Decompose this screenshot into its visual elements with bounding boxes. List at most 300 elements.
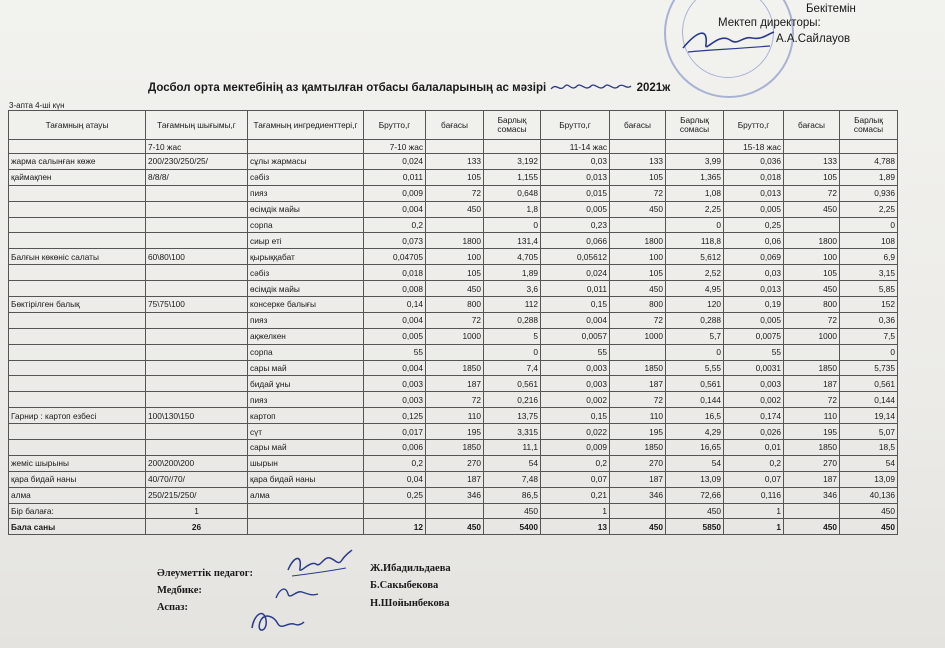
table-cell: 450 [610,281,666,297]
table-cell: 200\200\200 [146,455,248,471]
table-cell: 270 [784,455,840,471]
table-cell: 0,024 [364,154,426,170]
table-row [9,392,898,408]
table-cell: 1850 [426,360,484,376]
table-cell: 0,013 [541,169,610,185]
table-cell: 450 [484,503,541,519]
table-row [9,360,898,376]
table-cell: 0 [666,344,724,360]
table-cell: 54 [666,455,724,471]
table-cell: шырын [248,455,364,471]
table-cell: Брутто,г [541,111,610,140]
table-cell: ақжелкен [248,328,364,344]
table-cell: Тағамның атауы [9,111,146,140]
table-cell: 0,03 [724,265,784,281]
table-row [9,408,898,424]
table-cell: 0,004 [541,312,610,328]
table-row [9,297,898,313]
table-cell: 54 [840,455,898,471]
table-cell: 120 [666,297,724,313]
table-cell: 270 [610,455,666,471]
table-cell: 0,004 [364,360,426,376]
table-cell: сары май [248,440,364,456]
table-cell: 0,144 [840,392,898,408]
table-cell: 2,25 [666,201,724,217]
table-cell [146,233,248,249]
table-cell: сиыр еті [248,233,364,249]
table-row [9,281,898,297]
table-cell: 1,8 [484,201,541,217]
table-cell: 0,04 [364,471,426,487]
table-cell: 1850 [784,440,840,456]
table-cell: 1000 [610,328,666,344]
table-cell: 13 [541,519,610,535]
table-cell: 195 [426,424,484,440]
table-cell: 450 [784,201,840,217]
table-cell: 187 [426,471,484,487]
table-cell: 0,25 [724,217,784,233]
table-cell: қара бидай наны [9,471,146,487]
table-cell: сүт [248,424,364,440]
table-cell: 13,09 [666,471,724,487]
approval-block [718,2,856,46]
table-cell: 0,25 [364,487,426,503]
table-cell: 72 [426,185,484,201]
table-cell: 0,026 [724,424,784,440]
table-cell [610,344,666,360]
table-cell: консерке балығы [248,297,364,313]
table-cell [484,140,541,154]
table-row [9,503,898,519]
table-cell: 0,116 [724,487,784,503]
table-cell: 0,003 [541,360,610,376]
table-cell: 1850 [784,360,840,376]
table-cell [146,281,248,297]
table-cell: сәбіз [248,265,364,281]
table-cell: 4,29 [666,424,724,440]
table-cell: 0,006 [364,440,426,456]
table-cell [9,233,146,249]
table-cell: 3,6 [484,281,541,297]
table-cell: 1 [541,503,610,519]
table-cell: Бала саны [9,519,146,535]
table-cell [9,201,146,217]
table-cell: 0,002 [541,392,610,408]
table-cell: Балғын көкөніс салаты [9,249,146,265]
table-cell: 800 [426,297,484,313]
table-cell: 270 [426,455,484,471]
table-cell: 0,069 [724,249,784,265]
table-cell [666,140,724,154]
table-cell: 105 [426,169,484,185]
table-cell: сорпа [248,217,364,233]
table-cell [146,360,248,376]
table-cell: 100 [610,249,666,265]
table-cell [146,392,248,408]
table-cell: 11-14 жас [541,140,610,154]
director-title: Мектеп директоры: [718,17,821,29]
table-row [9,185,898,201]
table-cell [784,217,840,233]
table-cell [784,503,840,519]
cook-role: Аспаз: [157,602,188,613]
table-cell: 1850 [610,360,666,376]
table-cell: 1 [146,503,248,519]
nurse-signature [270,582,320,606]
table-cell: 0,936 [840,185,898,201]
table-cell: 0,561 [666,376,724,392]
table-cell: 5 [484,328,541,344]
table-cell: 450 [840,519,898,535]
table-cell [426,344,484,360]
table-cell: 187 [784,376,840,392]
table-cell: 187 [610,471,666,487]
table-cell: сары май [248,360,364,376]
table-cell [9,328,146,344]
table-cell: 0,07 [541,471,610,487]
table-row [9,376,898,392]
table-cell: сәбіз [248,169,364,185]
table-cell: 0,125 [364,408,426,424]
week-label: 3-апта 4-ші күн [9,101,65,110]
table-cell: 450 [666,503,724,519]
table-cell: 250/215/250/ [146,487,248,503]
table-cell: пияз [248,392,364,408]
table-cell: 0,073 [364,233,426,249]
table-row [9,312,898,328]
table-cell: 0,004 [364,312,426,328]
table-cell: 3,99 [666,154,724,170]
table-cell: 0,005 [364,328,426,344]
table-cell: 6,9 [840,249,898,265]
table-cell: Брутто,г [724,111,784,140]
title-text: Досбол орта мектебінің аз қамтылған отбасы балаларының ас мәзірі [148,82,547,94]
table-cell [9,140,146,154]
table-cell: 1,89 [840,169,898,185]
table-cell: 152 [840,297,898,313]
table-cell: 72 [784,392,840,408]
table-cell: 450 [426,519,484,535]
table-cell: 5,55 [666,360,724,376]
table-cell: бағасы [784,111,840,140]
table-cell: 105 [784,265,840,281]
table-cell: 7,48 [484,471,541,487]
table-cell: 72 [426,312,484,328]
table-cell: 75\75\100 [146,297,248,313]
table-cell: 2,52 [666,265,724,281]
table-cell [9,265,146,281]
table-cell: 19,14 [840,408,898,424]
table-cell [146,328,248,344]
table-row [9,154,898,170]
table-cell: 0 [484,217,541,233]
table-cell: картоп [248,408,364,424]
table-cell: Барлық сомасы [666,111,724,140]
table-cell: 0,003 [724,376,784,392]
table-cell: 0,018 [364,265,426,281]
table-cell [426,140,484,154]
table-cell: 0,2 [364,455,426,471]
table-cell: 1,08 [666,185,724,201]
table-cell: 72 [426,392,484,408]
table-cell: 0,216 [484,392,541,408]
table-cell: 0,05612 [541,249,610,265]
table-cell: 0,013 [724,185,784,201]
table-cell: Гарнир : картоп езбесі [9,408,146,424]
table-cell: 187 [426,376,484,392]
table-cell: 0,003 [541,376,610,392]
table-cell: 0,23 [541,217,610,233]
nurse-role: Медбике: [157,585,202,596]
table-cell: 450 [610,201,666,217]
table-cell [9,440,146,456]
table-cell: 72 [784,312,840,328]
table-cell [9,392,146,408]
table-cell: 72 [784,185,840,201]
table-row [9,328,898,344]
table-cell [146,376,248,392]
menu-table-body [9,111,898,535]
table-cell: 450 [784,281,840,297]
table-cell: 1800 [784,233,840,249]
table-cell: 105 [784,169,840,185]
page-title [148,80,670,94]
table-cell: Тағамның шығымы,г [146,111,248,140]
table-cell: сорпа [248,344,364,360]
table-cell: жеміс шырыны [9,455,146,471]
table-cell: 2,25 [840,201,898,217]
table-cell: 800 [784,297,840,313]
table-cell: 86,5 [484,487,541,503]
table-cell: 0,005 [724,312,784,328]
table-cell: өсімдік майы [248,201,364,217]
table-cell [146,185,248,201]
table-cell: 0,022 [541,424,610,440]
table-cell: 0,288 [484,312,541,328]
table-cell: 1,365 [666,169,724,185]
table-cell: алма [9,487,146,503]
table-cell: Бір балаға: [9,503,146,519]
table-cell: пияз [248,312,364,328]
table-cell [146,424,248,440]
table-cell: 0,018 [724,169,784,185]
menu-table [8,110,898,535]
table-cell: 0 [840,217,898,233]
table-cell: 346 [610,487,666,503]
table-cell: 16,5 [666,408,724,424]
table-cell: 0,0031 [724,360,784,376]
approve-label: Бекітемін [806,3,856,15]
table-cell: 0,06 [724,233,784,249]
table-cell: 13,75 [484,408,541,424]
social-pedagog-name: Ж.Ибадильдаева [370,563,451,574]
social-pedagog-role: Әлеуметтік педагог: [157,568,254,579]
table-cell: 0,0057 [541,328,610,344]
table-cell: бағасы [610,111,666,140]
director-name: А.А.Сайлауов [776,33,851,45]
table-row [9,265,898,281]
table-cell: 72,66 [666,487,724,503]
table-cell: 7,4 [484,360,541,376]
table-cell: 0,066 [541,233,610,249]
table-cell [9,281,146,297]
table-cell [784,140,840,154]
table-cell: 72 [610,392,666,408]
table-cell: 7-10 жас [146,140,248,154]
table-cell [146,201,248,217]
table-cell: 187 [784,471,840,487]
table-cell: 187 [610,376,666,392]
table-cell: 0,19 [724,297,784,313]
table-cell: алма [248,487,364,503]
table-cell: 450 [426,281,484,297]
table-cell: 110 [784,408,840,424]
table-cell: 0,21 [541,487,610,503]
table-cell: 5,07 [840,424,898,440]
table-cell: 110 [610,408,666,424]
table-cell: 16,65 [666,440,724,456]
nurse-name: Б.Сакыбекова [370,580,439,591]
table-cell: 105 [610,169,666,185]
table-cell: 0,008 [364,281,426,297]
table-cell: 0,024 [541,265,610,281]
handwritten-month [549,80,633,94]
table-cell: қара бидай наны [248,471,364,487]
table-cell: 450 [426,201,484,217]
table-cell [9,185,146,201]
table-cell: 0,017 [364,424,426,440]
table-cell [146,217,248,233]
table-row [9,217,898,233]
table-cell: 0,2 [724,455,784,471]
table-cell: 105 [610,265,666,281]
table-cell [9,312,146,328]
table-cell: 0,01 [724,440,784,456]
table-cell: 0,288 [666,312,724,328]
table-cell: Барлық сомасы [484,111,541,140]
table-cell [610,217,666,233]
table-cell: 450 [610,519,666,535]
table-cell: 450 [784,519,840,535]
table-cell: өсімдік майы [248,281,364,297]
table-cell: бағасы [426,111,484,140]
social-pedagog-signature [284,546,354,582]
table-cell: 5,612 [666,249,724,265]
table-cell: 60\80\100 [146,249,248,265]
table-cell: 0,561 [484,376,541,392]
table-cell: 0,648 [484,185,541,201]
table-cell: бидай ұны [248,376,364,392]
table-cell: 40/70//70/ [146,471,248,487]
table-cell: 13,09 [840,471,898,487]
table-cell: 15-18 жас [724,140,784,154]
table-cell [840,140,898,154]
table-cell: пияз [248,185,364,201]
table-cell: 72 [610,185,666,201]
table-header-row [9,111,898,140]
table-cell: 1800 [610,233,666,249]
table-cell [426,217,484,233]
table-cell: 0,15 [541,408,610,424]
table-cell: 0,011 [364,169,426,185]
table-cell: сұлы жармасы [248,154,364,170]
table-cell [610,140,666,154]
table-cell [146,265,248,281]
table-cell [9,360,146,376]
table-cell: 112 [484,297,541,313]
table-cell: 0 [484,344,541,360]
table-cell [248,140,364,154]
table-cell [146,312,248,328]
table-cell: 54 [484,455,541,471]
table-row [9,201,898,217]
table-cell: 100 [426,249,484,265]
table-cell: 200/230/250/25/ [146,154,248,170]
table-cell: Тағамның ингредиенттері,г [248,111,364,140]
table-cell: 1,155 [484,169,541,185]
table-cell: 72 [610,312,666,328]
table-cell: 0,561 [840,376,898,392]
table-cell: 0,04705 [364,249,426,265]
table-cell: 0,07 [724,471,784,487]
table-cell: 26 [146,519,248,535]
table-cell: 5850 [666,519,724,535]
table-cell: 1850 [426,440,484,456]
table-cell: 0,003 [364,376,426,392]
table-cell: 0,036 [724,154,784,170]
table-cell: 0,36 [840,312,898,328]
table-row [9,455,898,471]
table-cell: 0,144 [666,392,724,408]
table-cell: 0,003 [364,392,426,408]
table-cell [248,519,364,535]
table-row [9,424,898,440]
table-cell: 1000 [426,328,484,344]
table-cell: 3,315 [484,424,541,440]
table-cell: 0,174 [724,408,784,424]
table-cell: 40,136 [840,487,898,503]
table-cell: 118,8 [666,233,724,249]
table-cell: 4,705 [484,249,541,265]
table-cell: қырыққабат [248,249,364,265]
table-cell [9,344,146,360]
table-cell [146,344,248,360]
table-row [9,487,898,503]
table-cell: 133 [784,154,840,170]
table-cell [146,440,248,456]
table-cell: 1850 [610,440,666,456]
table-cell: 5,735 [840,360,898,376]
table-cell: 0 [666,217,724,233]
table-cell: 195 [610,424,666,440]
table-cell [610,503,666,519]
table-cell: 7-10 жас [364,140,426,154]
table-cell: 5400 [484,519,541,535]
table-cell: 0,015 [541,185,610,201]
table-cell: 0,004 [364,201,426,217]
table-cell [9,424,146,440]
table-cell: 12 [364,519,426,535]
table-cell: 1800 [426,233,484,249]
table-cell: 100\130\150 [146,408,248,424]
table-cell: 110 [426,408,484,424]
table-cell: жарма салынған көже [9,154,146,170]
table-cell [364,503,426,519]
table-cell: 346 [426,487,484,503]
table-cell: қаймақпен [9,169,146,185]
table-cell: 1 [724,503,784,519]
cook-name: Н.Шойынбекова [370,598,450,609]
